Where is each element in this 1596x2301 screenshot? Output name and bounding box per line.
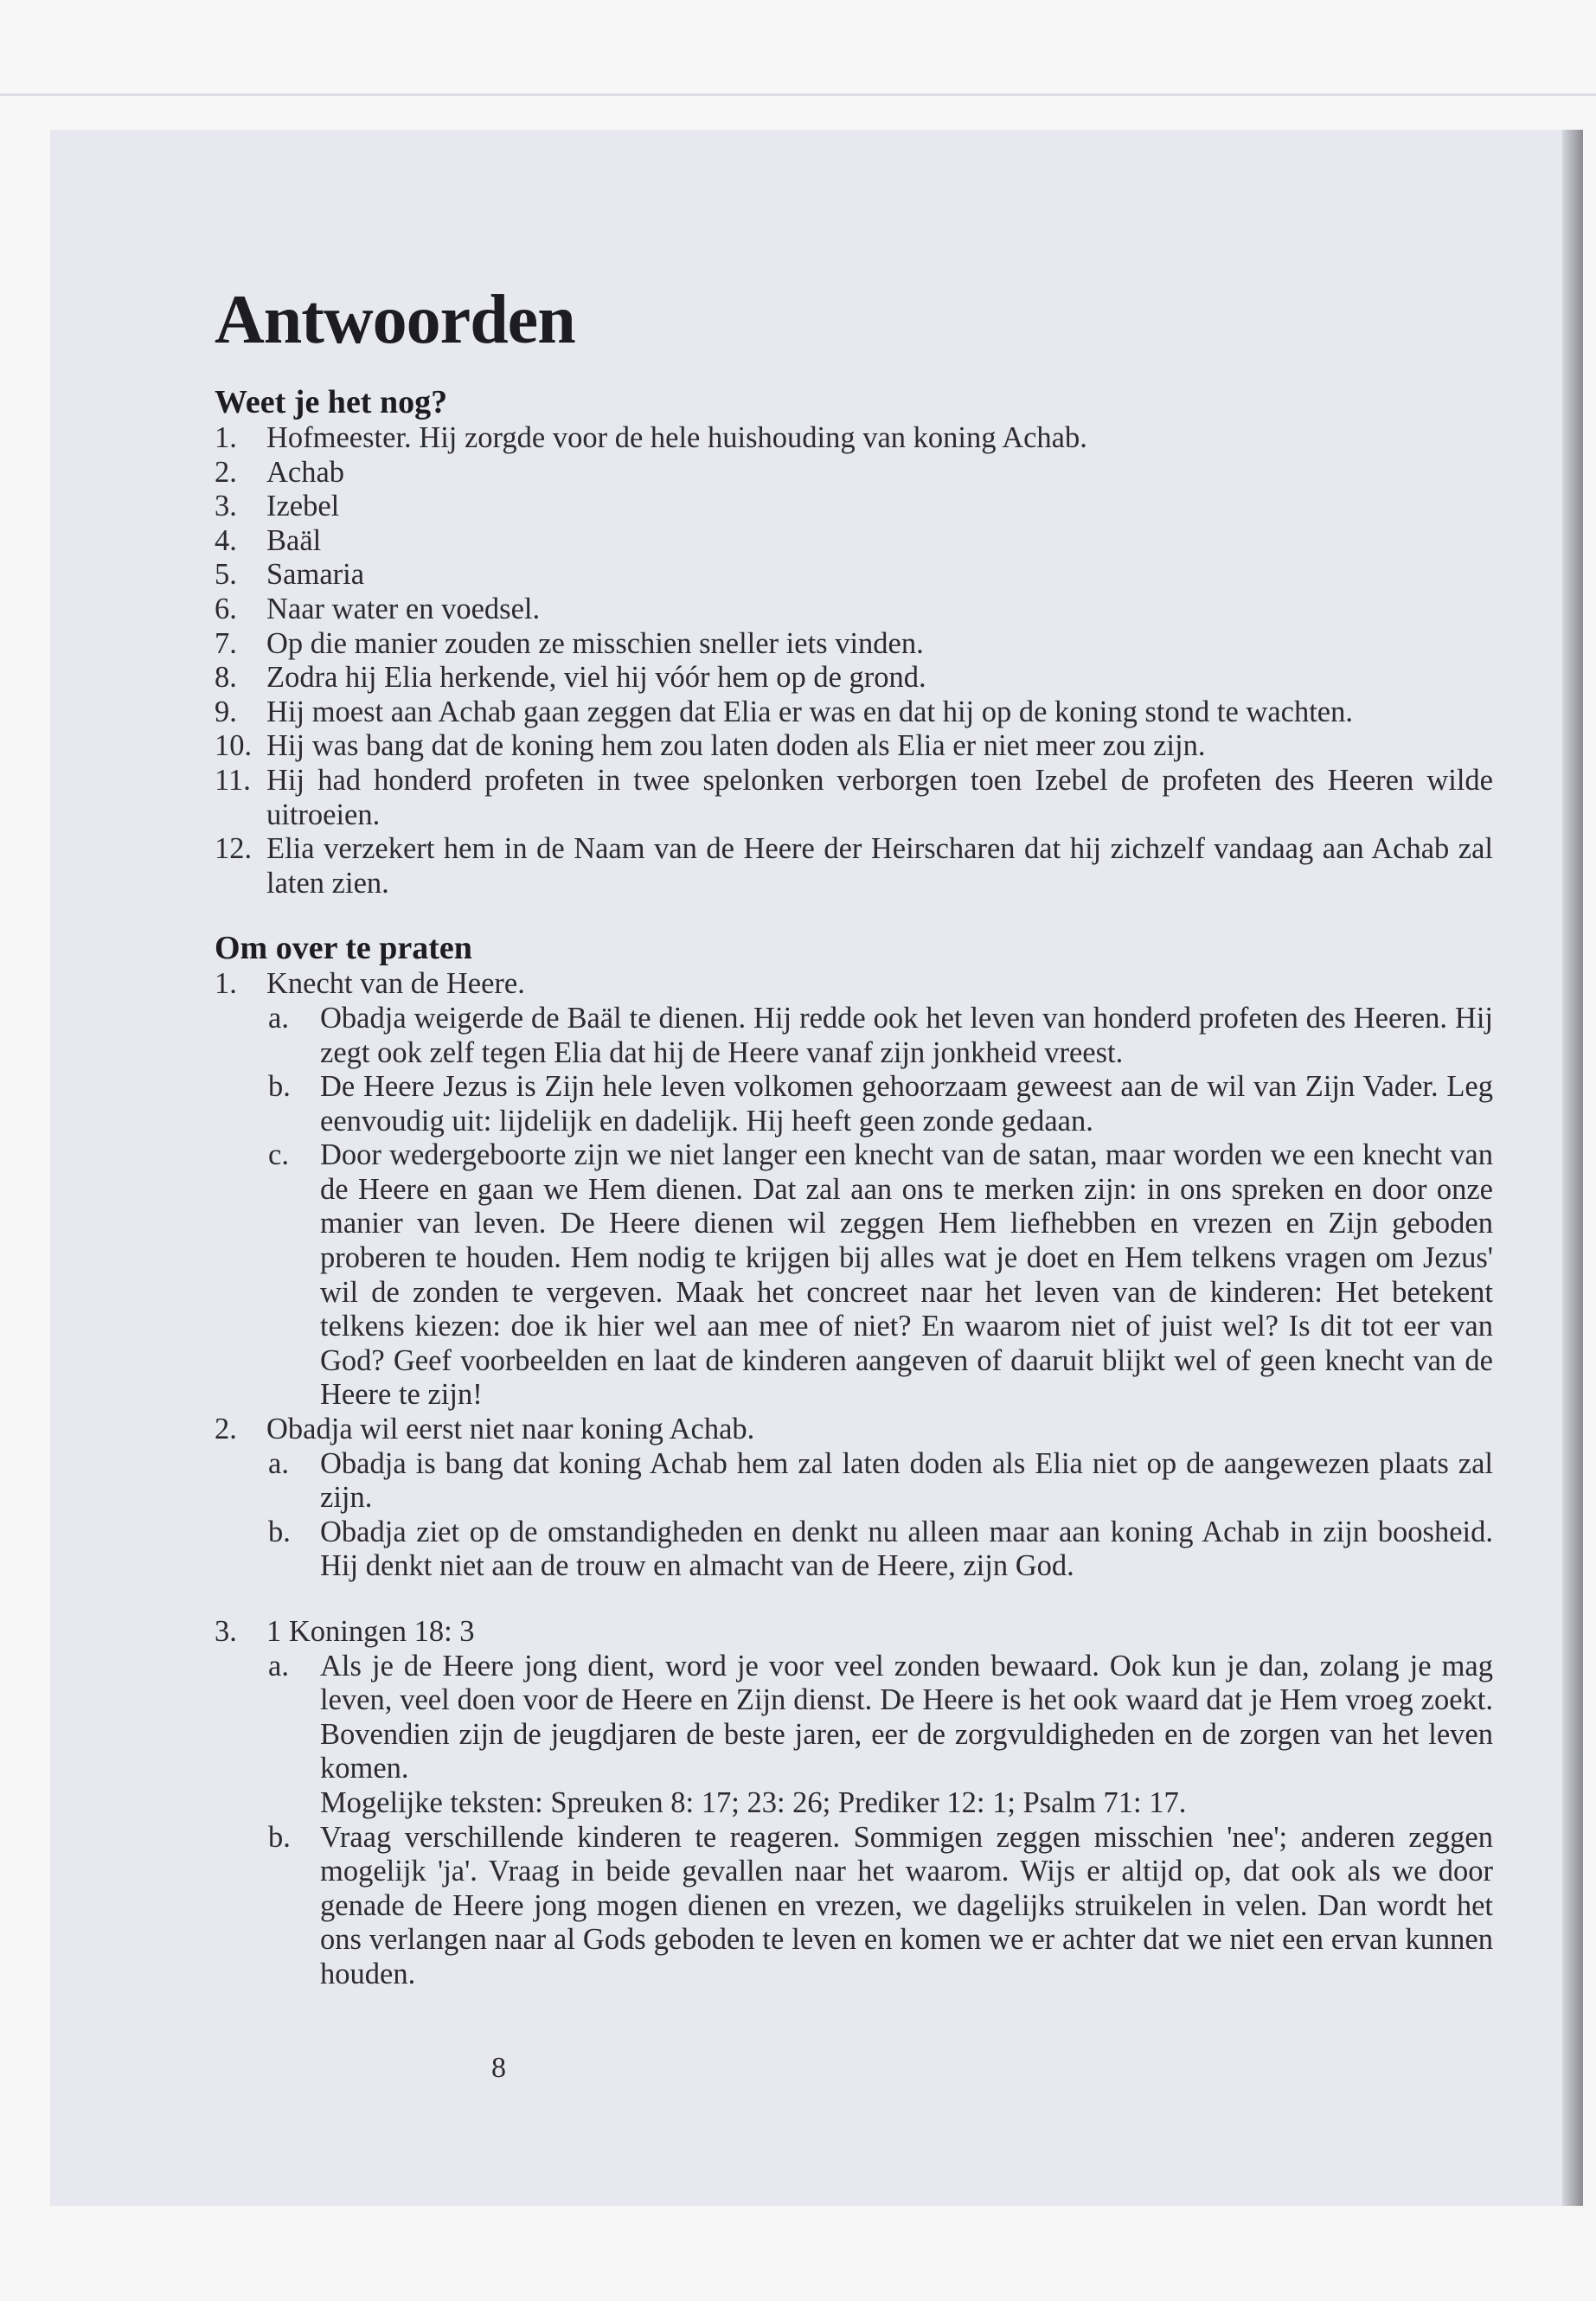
answers-list [215, 421, 1493, 901]
page-edge-shadow [1562, 130, 1583, 2206]
list-item: 4. Baäl [215, 523, 322, 557]
list-item: 6. Naar water en voedsel. [215, 592, 541, 625]
list-item: 12. Elia verzekert hem in de Naam van de Heere der Heirscharen dat hij zichzelf vandaag aan Achab zal laten zien. [215, 832, 1493, 900]
answer-1b: b. De Heere Jezus is Zijn hele leven volkomen gehoorzaam geweest aan de wil van Zijn Vader. Leg eenvoudig uit: lijdelijk en dadelijk. Hij heeft geen zonde gedaan. [268, 1070, 1493, 1138]
answer-3a: a. Als je de Heere jong dient, word je voor veel zonden bewaard. Ook kun je dan, zolang je mag leven, veel doen voor de Heere en Zijn dienst. De Heere is het ook waard dat je Hem vroeg zoekt. Bovendien zijn de jeugdjaren de beste jaren, eer de zorgvuldigheden en de zorgen van het leven komen. Mogelijke teksten: Spreuken 8: 17; 23: 26; Prediker 12: 1; Psalm 71: 17. [268, 1649, 1493, 1819]
list-item: 3. Izebel [215, 490, 340, 523]
list-item: 11. Hij had honderd profeten in twee spelonken verborgen toen Izebel de profeten des Heeren wilde uitroeien. [215, 763, 1493, 831]
list-item: 10. Hij was bang dat de koning hem zou laten doden als Elia er niet meer zou zijn. [215, 729, 1206, 763]
section-heading-om-over-te-praten: Om over te praten [215, 930, 472, 967]
list-item: 5. Samaria [215, 558, 365, 592]
answer-2b: b. Obadja ziet op de omstandigheden en denkt nu alleen maar aan koning Achab in zijn boosheid. Hij denkt niet aan de trouw en almacht van de Heere, zijn God. [268, 1515, 1493, 1583]
page-number: 8 [491, 2052, 506, 2084]
question-1: 1. Knecht van de Heere. [215, 967, 525, 1001]
question-3: 3. 1 Koningen 18: 3 [215, 1615, 475, 1648]
list-item: 2. Achab [215, 455, 345, 489]
list-item: 9. Hij moest aan Achab gaan zeggen dat Elia er was en dat hij op de koning stond te wachten. [215, 695, 1353, 728]
scan-border [0, 93, 1596, 96]
answer-3b: b. Vraag verschillende kinderen te reageren. Sommigen zeggen misschien 'nee'; anderen zeggen mogelijk 'ja'. Vraag in beide gevallen naar het waarom. Wijs er altijd op, dat ook als we door genade de Heere jong mogen dienen en vrezen, we dagelijks struikelen in velen. Dan wordt het ons verlangen naar al Gods geboden te leven en komen we er achter dat we niet een ervan kunnen houden. [268, 1820, 1493, 1990]
possible-texts: Mogelijke teksten: Spreuken 8: 17; 23: 26; Prediker 12: 1; Psalm 71: 17. [320, 1785, 1187, 1819]
list-item: 8. Zodra hij Elia herkende, viel hij vóór hem op de grond. [215, 661, 926, 695]
question-2: 2. Obadja wil eerst niet naar koning Achab. [215, 1413, 755, 1446]
page-content [215, 281, 1493, 1992]
list-item: 1. Hofmeester. Hij zorgde voor de hele huishouding van koning Achab. [215, 421, 1087, 454]
answer-1a: a. Obadja weigerde de Baäl te dienen. Hij redde ook het leven van honderd profeten des Heeren. Hij zegt ook zelf tegen Elia dat hij de Heere vanaf zijn jonkheid vreest. [268, 1001, 1493, 1069]
section-heading-weet-je-het-nog: Weet je het nog? [215, 384, 448, 420]
answer-1c: c. Door wedergeboorte zijn we niet langer een knecht van de satan, maar worden we een knecht van de Heere en gaan we Hem dienen. Dat zal aan ons te merken zijn: in ons spreken en door onze manier van leven. De Heere dienen wil zeggen Hem liefhebben en vrezen en Zijn geboden proberen te houden. Hem nodig te krijgen bij alles wat je doet en Hem telkens vragen om Jezus' wil de zonden te vergeven. Maak het concreet naar het leven van de kinderen: Het betekent telkens kiezen: doe ik hier wel aan mee of niet? En waarom niet of juist wel? Is dit tot eer van God? Geef voorbeelden en laat de kinderen aangeven of daaruit blijkt wel of geen knecht van de Heere te zijn! [268, 1138, 1493, 1412]
list-item: 7. Op die manier zouden ze misschien sneller iets vinden. [215, 626, 924, 660]
answer-2a: a. Obadja is bang dat koning Achab hem zal laten doden als Elia niet op de aangewezen plaats zal zijn. [268, 1446, 1493, 1515]
page-title: Antwoorden [215, 282, 575, 358]
